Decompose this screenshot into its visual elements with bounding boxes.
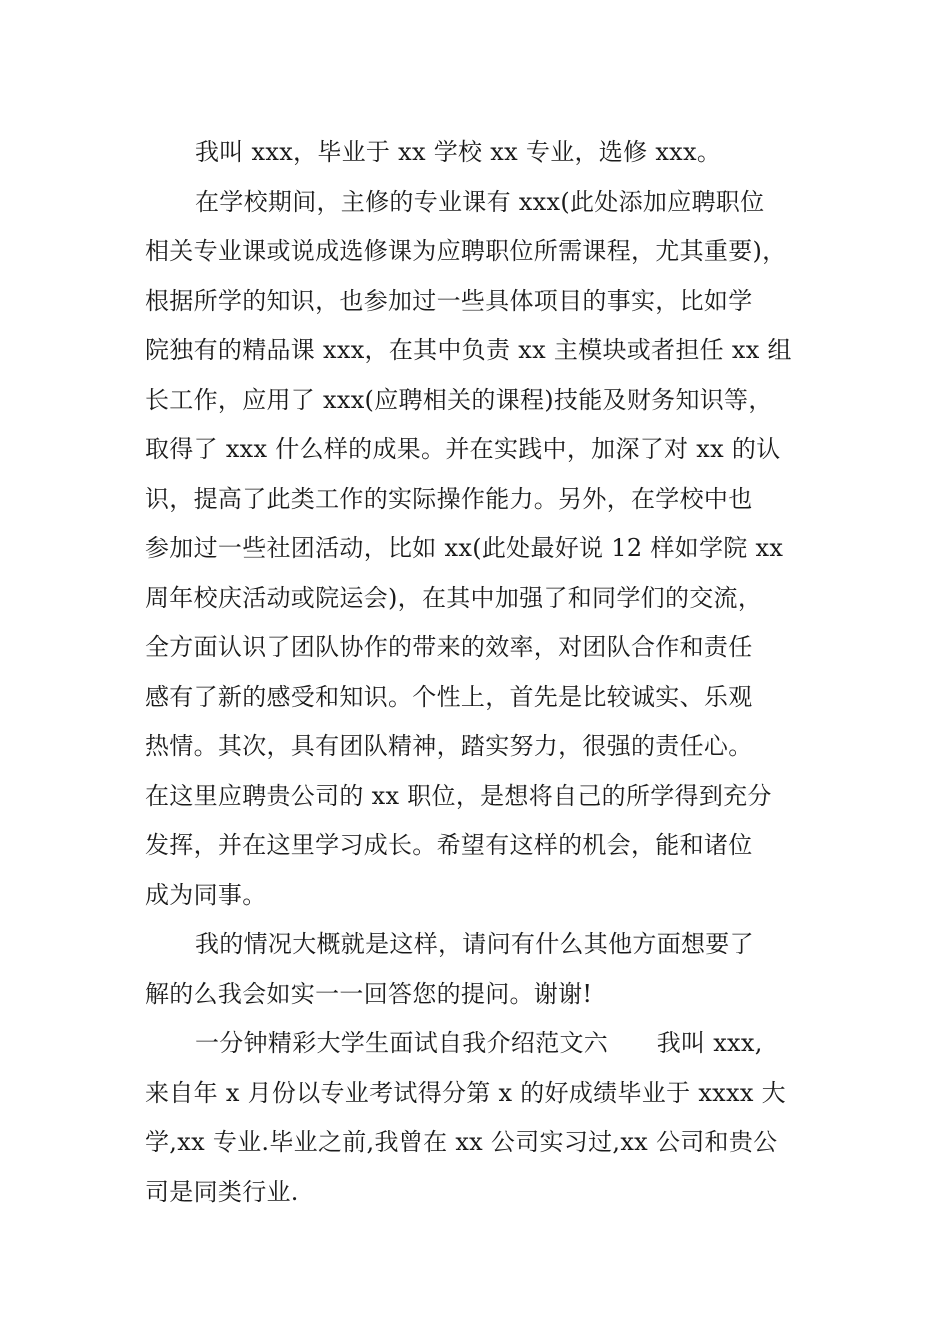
text-line: 相关专业课或说成选修课为应聘职位所需课程，尤其重要)，	[145, 237, 787, 265]
text-line: 周年校庆活动或院运会)，在其中加强了和同学们的交流，	[145, 583, 763, 612]
text-line: 一分钟精彩大学生面试自我介绍范文六 我叫 xxx,	[195, 1029, 763, 1057]
text-line: 我叫 xxx，毕业于 xx 学校 xx 专业，选修 xxx。	[195, 138, 722, 166]
text-line: 成为同事。	[145, 880, 267, 909]
text-line: 热情。其次，具有团队精神，踏实努力，很强的责任心。	[145, 732, 753, 760]
text-line: 参加过一些社团活动，比如 xx(此处最好说 12 样如学院 xx	[145, 534, 784, 562]
document-body	[145, 128, 815, 1217]
text-line: 我的情况大概就是这样，请问有什么其他方面想要了	[195, 930, 754, 958]
text-line: 在学校期间，主修的专业课有 xxx(此处添加应聘职位	[195, 187, 765, 216]
text-line: 发挥，并在这里学习成长。希望有这样的机会，能和诸位	[145, 831, 753, 859]
text-line: 来自年 x 月份以专业考试得分第 x 的好成绩毕业于 xxxx 大	[145, 1078, 786, 1107]
text-line: 取得了 xxx 什么样的成果。并在实践中，加深了对 xx 的认	[145, 435, 781, 463]
text-line: 院独有的精品课 xxx，在其中负责 xx 主模块或者担任 xx 组	[145, 336, 792, 364]
text-line: 根据所学的知识，也参加过一些具体项目的事实，比如学	[145, 286, 753, 315]
text-line: 学,xx 专业.毕业之前,我曾在 xx 公司实习过,xx 公司和贵公	[145, 1128, 778, 1156]
text-line: 长工作，应用了 xxx(应聘相关的课程)技能及财务知识等，	[145, 385, 773, 414]
text-line: 全方面认识了团队协作的带来的效率，对团队合作和责任	[145, 633, 753, 661]
text-line: 在这里应聘贵公司的 xx 职位，是想将自己的所学得到充分	[145, 781, 772, 810]
text-line: 感有了新的感受和知识。个性上，首先是比较诚实、乐观	[145, 682, 753, 711]
text-line: 司是同类行业.	[145, 1177, 299, 1206]
text-line: 解的么我会如实一一回答您的提问。谢谢!	[145, 979, 593, 1008]
text-line: 识，提高了此类工作的实际操作能力。另外，在学校中也	[145, 484, 753, 513]
